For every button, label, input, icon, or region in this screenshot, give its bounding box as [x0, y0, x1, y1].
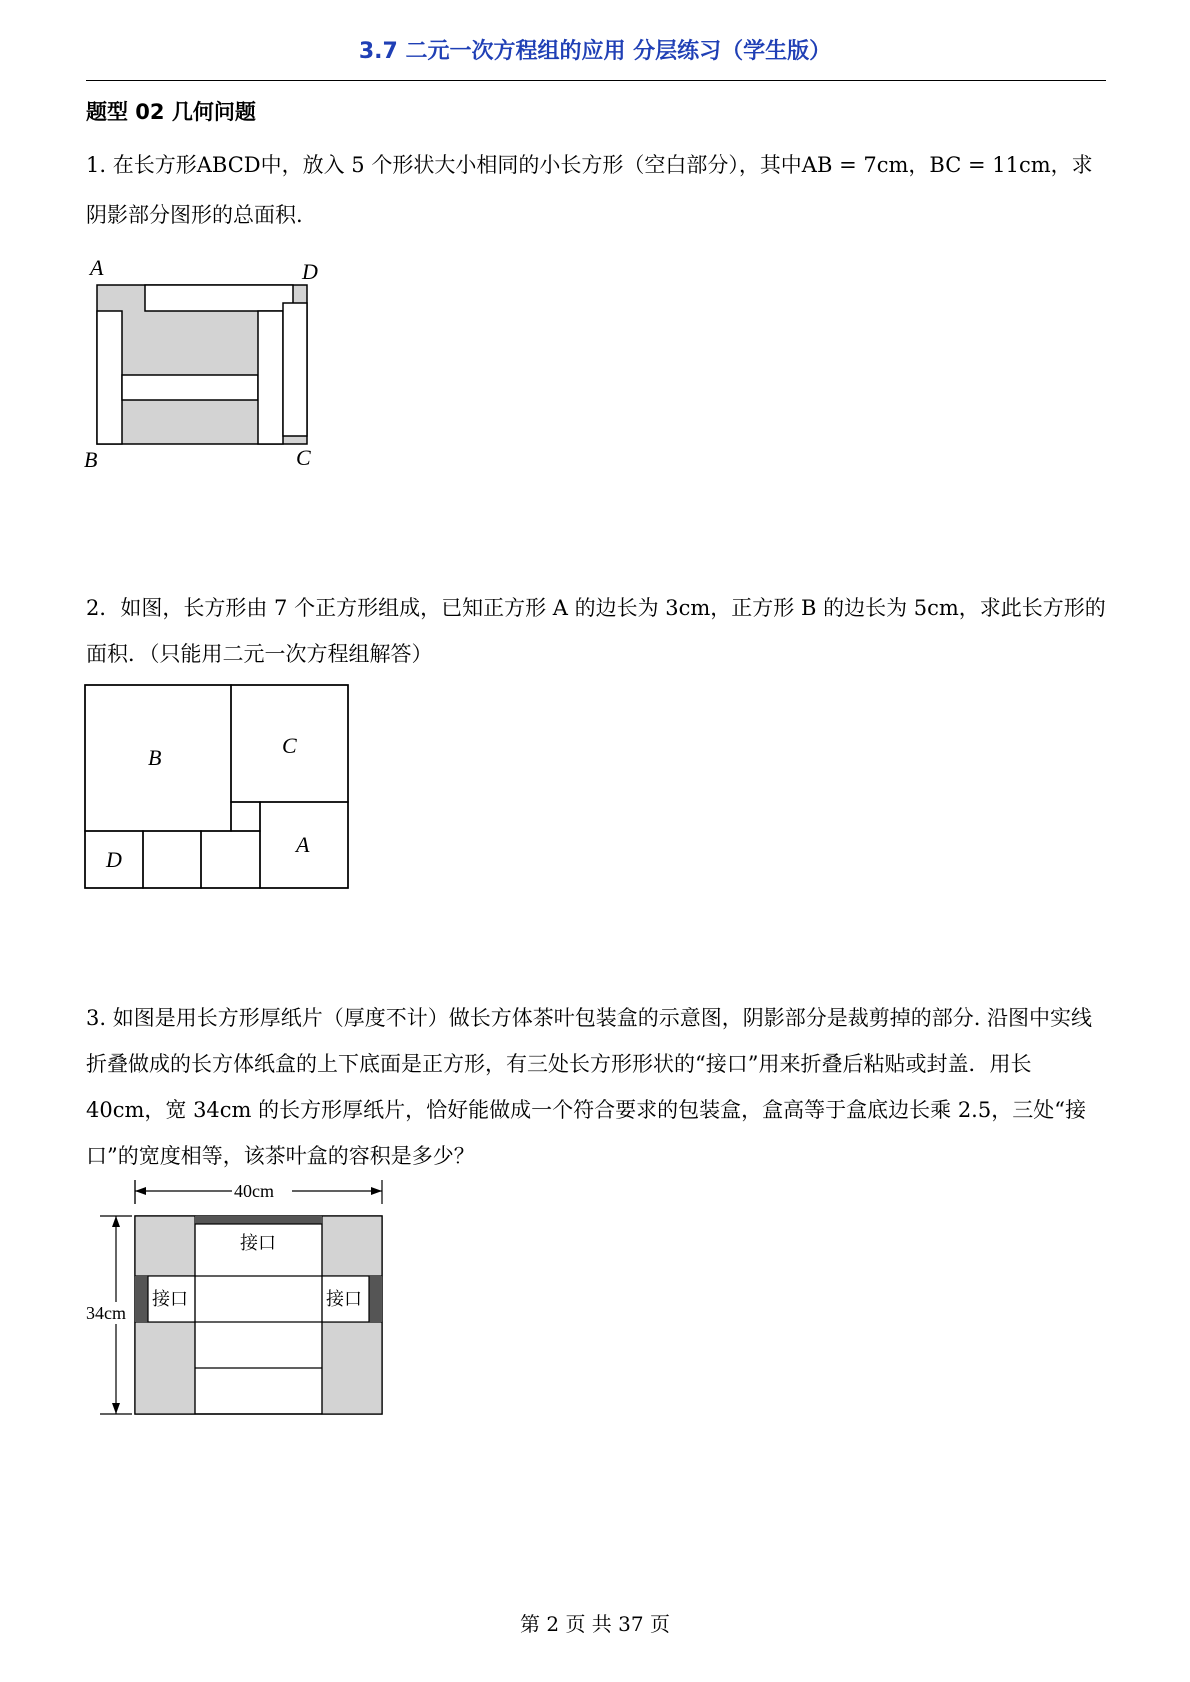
problem-3-text: 3. 如图是用长方形厚纸片（厚度不计）做长方体茶叶包装盒的示意图，阴影部分是裁剪掉的部分. 沿图中实线折叠做成的长方体纸盒的上下底面是正方形，有三处长方形形状的“接口”用来折叠后粘贴或封盖．用长 40cm，宽 34cm 的长方形厚纸片，恰好能做成一个符合要求的包装盒，盒高等于盒底边长乘 2.5，三处“接口”的宽度相等，该茶叶盒的容积是多少？	[86, 1006, 1093, 1168]
problem-2-figure	[84, 684, 350, 890]
problem-1-figure	[82, 255, 332, 475]
page-header: 3.7 二元一次方程组的应用 分层练习（学生版）	[358, 39, 832, 64]
flap-top-label: 接口	[240, 1233, 276, 1253]
label-d: D	[302, 259, 318, 284]
page-footer: 第 2 页 共 37 页	[520, 1612, 670, 1636]
label-a: A	[90, 255, 104, 280]
width-label: 40cm	[234, 1181, 274, 1201]
square-a-label: A	[296, 832, 310, 857]
label-c: C	[296, 445, 311, 470]
flap-left-label: 接口	[152, 1289, 188, 1309]
section-title: 题型 02 几何问题	[86, 100, 256, 124]
square-c-label: C	[282, 733, 297, 758]
problem-3-figure	[84, 1180, 394, 1420]
problem-2-text: 2．如图，长方形由 7 个正方形组成，已知正方形 A 的边长为 3cm，正方形 B 的边长为 5cm，求此长方形的面积．（只能用二元一次方程组解答）	[86, 596, 1106, 666]
label-b: B	[84, 447, 98, 472]
header-divider	[86, 80, 1106, 81]
square-b-label: B	[148, 745, 162, 770]
height-label: 34cm	[86, 1303, 126, 1323]
square-d-label: D	[106, 847, 122, 872]
problem-1-text: 1. 在长方形ABCD中，放入 5 个形状大小相同的小长方形（空白部分），其中AB = 7cm，BC = 11cm，求阴影部分图形的总面积.	[86, 153, 1093, 227]
flap-right-label: 接口	[326, 1289, 362, 1309]
